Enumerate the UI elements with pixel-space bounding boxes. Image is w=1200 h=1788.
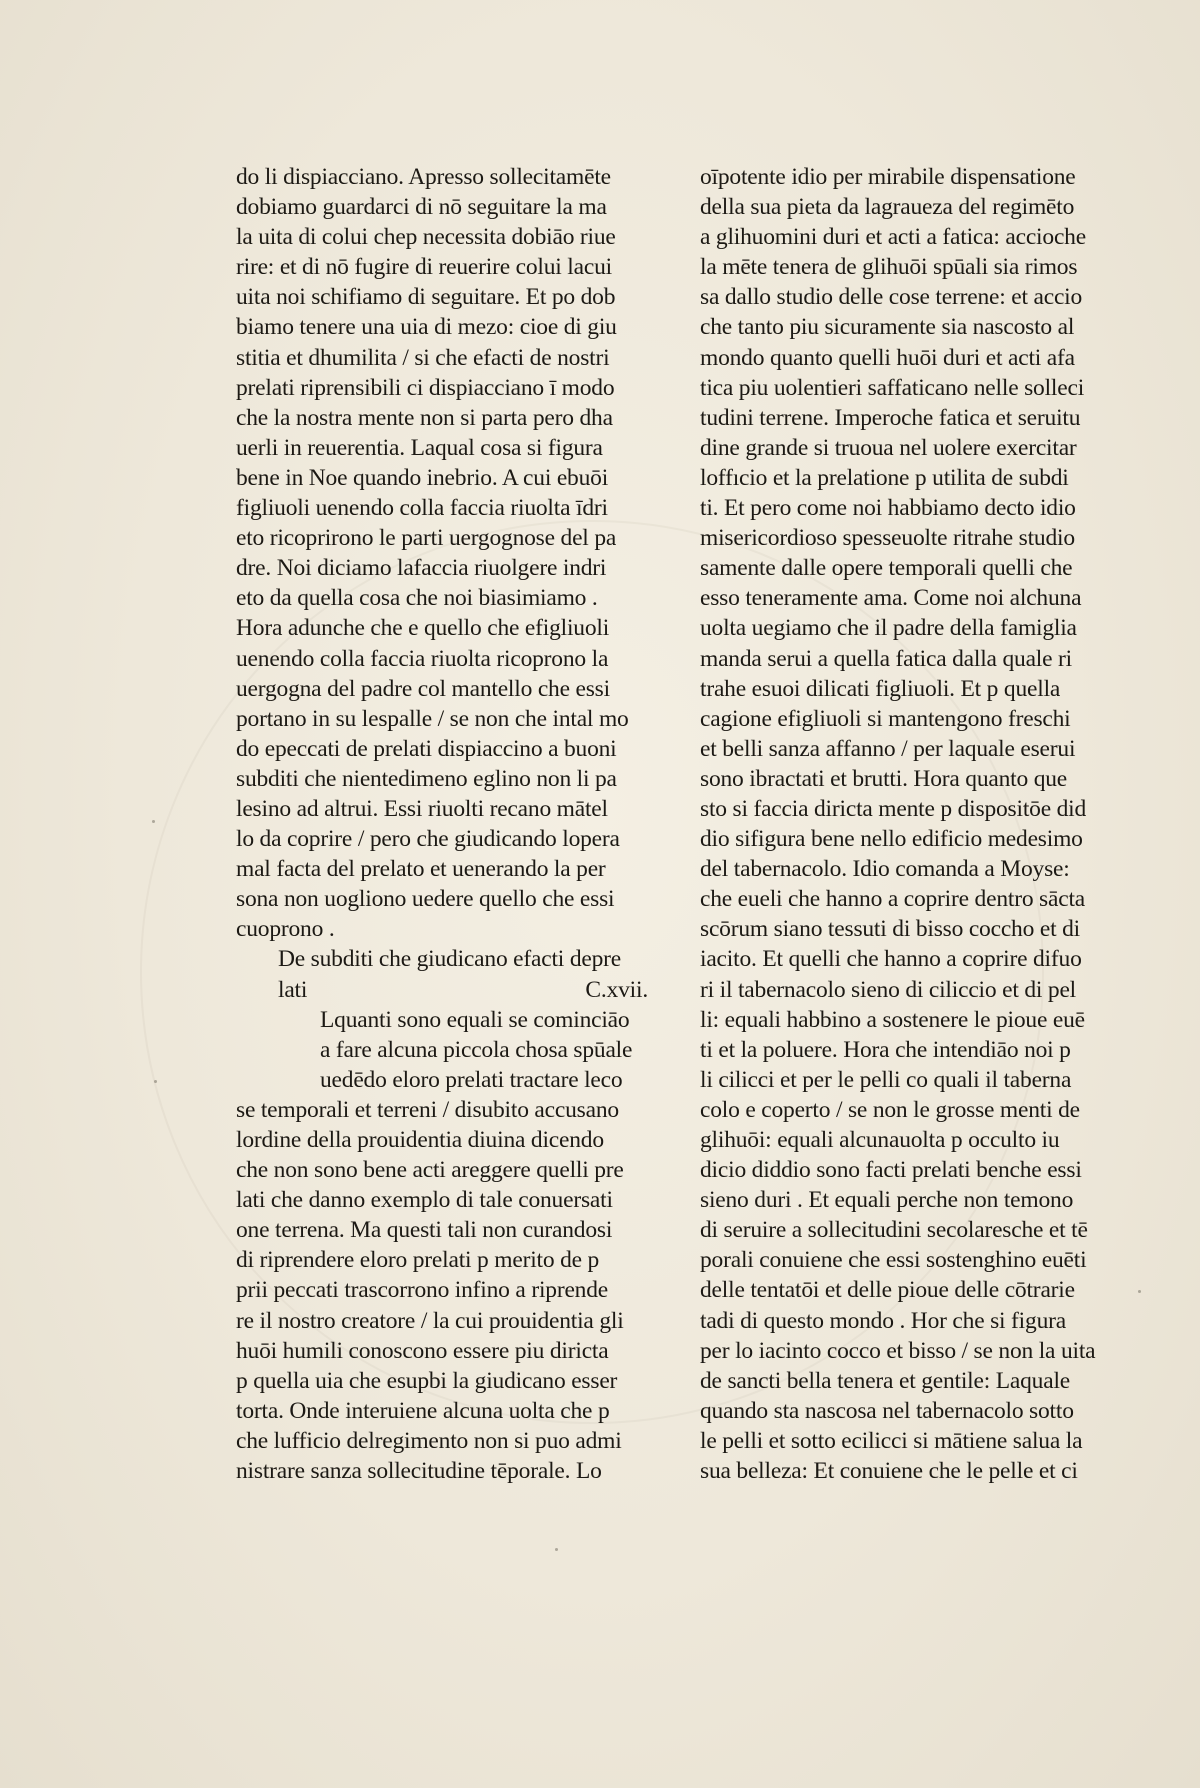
paper-speck xyxy=(154,1080,157,1083)
text-line: portano in su lespalle / se non che intal mo xyxy=(236,705,629,732)
text-line: tica piu uolentieri saffaticano nelle solleci xyxy=(700,374,1085,401)
text-line: che non sono bene acti areggere quelli pre xyxy=(236,1157,624,1184)
text-line: tadi di questo mondo . Hor che si figura xyxy=(700,1307,1066,1334)
text-line: do li dispiacciano. Apresso sollecitamēte xyxy=(236,164,611,190)
text-line: de sancti bella tenera et gentile: Laquale xyxy=(700,1367,1071,1394)
text-line: che eueli che hanno a coprire dentro sācta xyxy=(700,886,1086,913)
text-line: uerli in reuerentia. Laqual cosa si figura xyxy=(236,434,603,461)
text-line: che lufficio delregimento non si puo admi xyxy=(236,1427,622,1454)
text-line: tudini terrene. Imperoche fatica et seruitu xyxy=(700,404,1081,431)
text-line: che la nostra mente non si parta pero dha xyxy=(236,404,613,431)
text-line: lo da coprire / pero che giudicando lopera xyxy=(236,826,620,853)
chapter-heading: De subditi che giudicano efacti depre xyxy=(278,946,622,973)
text-line: Hora adunche che e quello che efigliuoli xyxy=(236,615,610,642)
text-line: loffıcio et la prelatione p utilita de subdi xyxy=(700,464,1069,491)
text-line: sono ibractati et brutti. Hora quanto que xyxy=(700,765,1068,792)
chapter-heading-end: lati xyxy=(278,976,308,1003)
text-line: della sua pieta da lagraueza del regimēto xyxy=(700,194,1075,221)
paper-speck xyxy=(152,820,155,823)
text-line: et belli sanza affanno / per laquale eserui xyxy=(700,735,1076,762)
text-line: iacito. Et quelli che hanno a coprire difuo xyxy=(700,946,1082,973)
text-line: rire: et di nō fugire di reuerire colui lacui xyxy=(236,254,612,281)
text-line: sua belleza: Et conuiene che le pelle et ci xyxy=(700,1458,1078,1485)
text-line: samente dalle opere temporali quelli che xyxy=(700,555,1073,582)
text-line: la uita di colui chep necessita dobiāo riue xyxy=(236,224,616,251)
text-line: del tabernacolo. Idio comanda a Moyse: xyxy=(700,856,1070,883)
text-line: delle tentatōi et delle pioue delle cōtrarie xyxy=(700,1277,1075,1304)
text-line: ti et la poluere. Hora che intendiāo noi p xyxy=(700,1036,1071,1063)
text-line: biamo tenere una uia di mezo: cioe di giu xyxy=(236,314,617,341)
text-line: p quella uia che esupbi la giudicano esser xyxy=(236,1367,618,1394)
text-line: uita noi schifiamo di seguitare. Et po dob xyxy=(236,284,616,311)
text-line: lesino ad altrui. Essi riuolti recano mātel xyxy=(236,795,608,822)
text-line: quando sta nascosa nel tabernacolo sotto xyxy=(700,1397,1074,1424)
text-line: che tanto piu sicuramente sia nascosto al xyxy=(700,314,1075,341)
text-line: torta. Onde interuiene alcuna uolta che p xyxy=(236,1397,610,1424)
paper-speck xyxy=(555,1548,558,1551)
text-line: manda serui a quella fatica dalla quale ri xyxy=(700,645,1072,672)
text-line: stitia et dhumilita / si che efacti de nostri xyxy=(236,344,610,371)
text-line: trahe esuoi dilicati figliuoli. Et p quella xyxy=(700,675,1061,702)
text-line: sieno duri . Et equali perche non temono xyxy=(700,1187,1074,1214)
text-line: one terrena. Ma questi tali non curandosi xyxy=(236,1217,613,1244)
text-line: scōrum siano tessuti di bisso coccho et di xyxy=(700,916,1080,943)
text-line: a glihuomini duri et acti a fatica: accioche xyxy=(700,224,1086,251)
text-line: huōi humili conoscono essere piu diricta xyxy=(236,1337,609,1364)
text-line: a fare alcuna piccola chosa spūale xyxy=(320,1036,633,1063)
text-line: eto ricoprirono le parti uergognose del pa xyxy=(236,525,617,552)
text-line: sto si faccia diricta mente p dispositōe did xyxy=(700,795,1087,822)
text-line: esso teneramente ama. Come noi alchuna xyxy=(700,585,1082,612)
text-line: lordine della prouidentia diuina dicendo xyxy=(236,1127,604,1153)
text-line: uergogna del padre col mantello che essi xyxy=(236,675,610,702)
text-line: le pelli et sotto ecilicci si mātiene salua la xyxy=(700,1427,1083,1454)
text-line: mondo quanto quelli huōi duri et acti afa xyxy=(700,344,1075,371)
text-line: cagione efigliuoli si mantengono freschi xyxy=(700,705,1071,732)
text-line: lati che danno exemplo di tale conuersati xyxy=(236,1187,613,1214)
text-line: uedēdo eloro prelati tractare leco xyxy=(320,1066,623,1093)
text-line: li cilicci et per le pelli co quali il taberna xyxy=(700,1066,1072,1093)
text-line: misericordioso spesseuolte ritrahe studio xyxy=(700,525,1075,552)
text-line: figliuoli uenendo colla faccia riuolta īdri xyxy=(236,495,608,522)
text-line: uenendo colla faccia riuolta ricoprono la xyxy=(236,645,609,672)
text-line: di riprendere eloro prelati p merito de p xyxy=(236,1247,600,1274)
text-line: prii peccati trascorrono infino a riprende xyxy=(236,1277,609,1304)
text-line: per lo iacinto cocco et bisso / se non la uita xyxy=(700,1337,1096,1364)
text-line: se temporali et terreni / disubito accusano xyxy=(236,1096,619,1123)
text-line: oīpotente idio per mirabile dispensatione xyxy=(700,164,1076,190)
text-line: sa dallo studio delle cose terrene: et accio xyxy=(700,284,1083,311)
text-line: eto da quella cosa che noi biasimiamo . xyxy=(236,585,598,612)
text-line: glihuōi: equali alcunauolta p occulto iu xyxy=(700,1127,1060,1153)
text-line: dobiamo guardarci di nō seguitare la ma xyxy=(236,194,607,221)
text-line: porali conuiene che essi sostenghino euēti xyxy=(700,1247,1087,1274)
text-line: bene in Noe quando inebrio. A cui ebuōi xyxy=(236,464,609,491)
text-line: re il nostro creatore / la cui prouidentia gli xyxy=(236,1307,624,1334)
text-line: ri il tabernacolo sieno di ciliccio et di pel xyxy=(700,976,1077,1003)
text-line: Lquanti sono equali se cominciāo xyxy=(320,1006,630,1033)
text-line: dio sifigura bene nello edificio medesimo xyxy=(700,826,1083,853)
text-line: dicio diddio sono facti prelati benche essi xyxy=(700,1157,1082,1184)
text-line: sona non uogliono uedere quello che essi xyxy=(236,886,615,913)
text-line: ti. Et pero come noi habbiamo decto idio xyxy=(700,495,1076,522)
text-line: dre. Noi diciamo lafaccia riuolgere indri xyxy=(236,555,607,582)
paper-speck xyxy=(1138,1290,1141,1293)
text-line: dine grande si truoua nel uolere exercitar xyxy=(700,434,1077,461)
text-line: di seruire a sollecitudini secolaresche et tē xyxy=(700,1217,1088,1244)
text-line: nistrare sanza sollecitudine tēporale. Lo xyxy=(236,1458,602,1485)
text-line: mal facta del prelato et uenerando la per xyxy=(236,856,606,883)
text-line: la mēte tenera de glihuōi spūali sia rimos xyxy=(700,254,1078,281)
text-line: cuoprono . xyxy=(236,916,335,943)
chapter-heading-row xyxy=(236,975,708,1005)
text-line: do epeccati de prelati dispiaccino a buoni xyxy=(236,735,617,762)
left-text-column xyxy=(236,162,666,1486)
right-text-column xyxy=(700,162,1140,1486)
text-line: subditi che nientedimeno eglino non li pa xyxy=(236,765,617,792)
text-line: colo e coperto / se non le grosse menti de xyxy=(700,1096,1080,1123)
chapter-number: C.xvii. xyxy=(585,976,648,1003)
text-line: li: equali habbino a sostenere le pioue euē xyxy=(700,1006,1085,1033)
text-line: prelati riprensibili ci dispiacciano ī modo xyxy=(236,374,615,401)
text-line: uolta uegiamo che il padre della famiglia xyxy=(700,615,1077,642)
